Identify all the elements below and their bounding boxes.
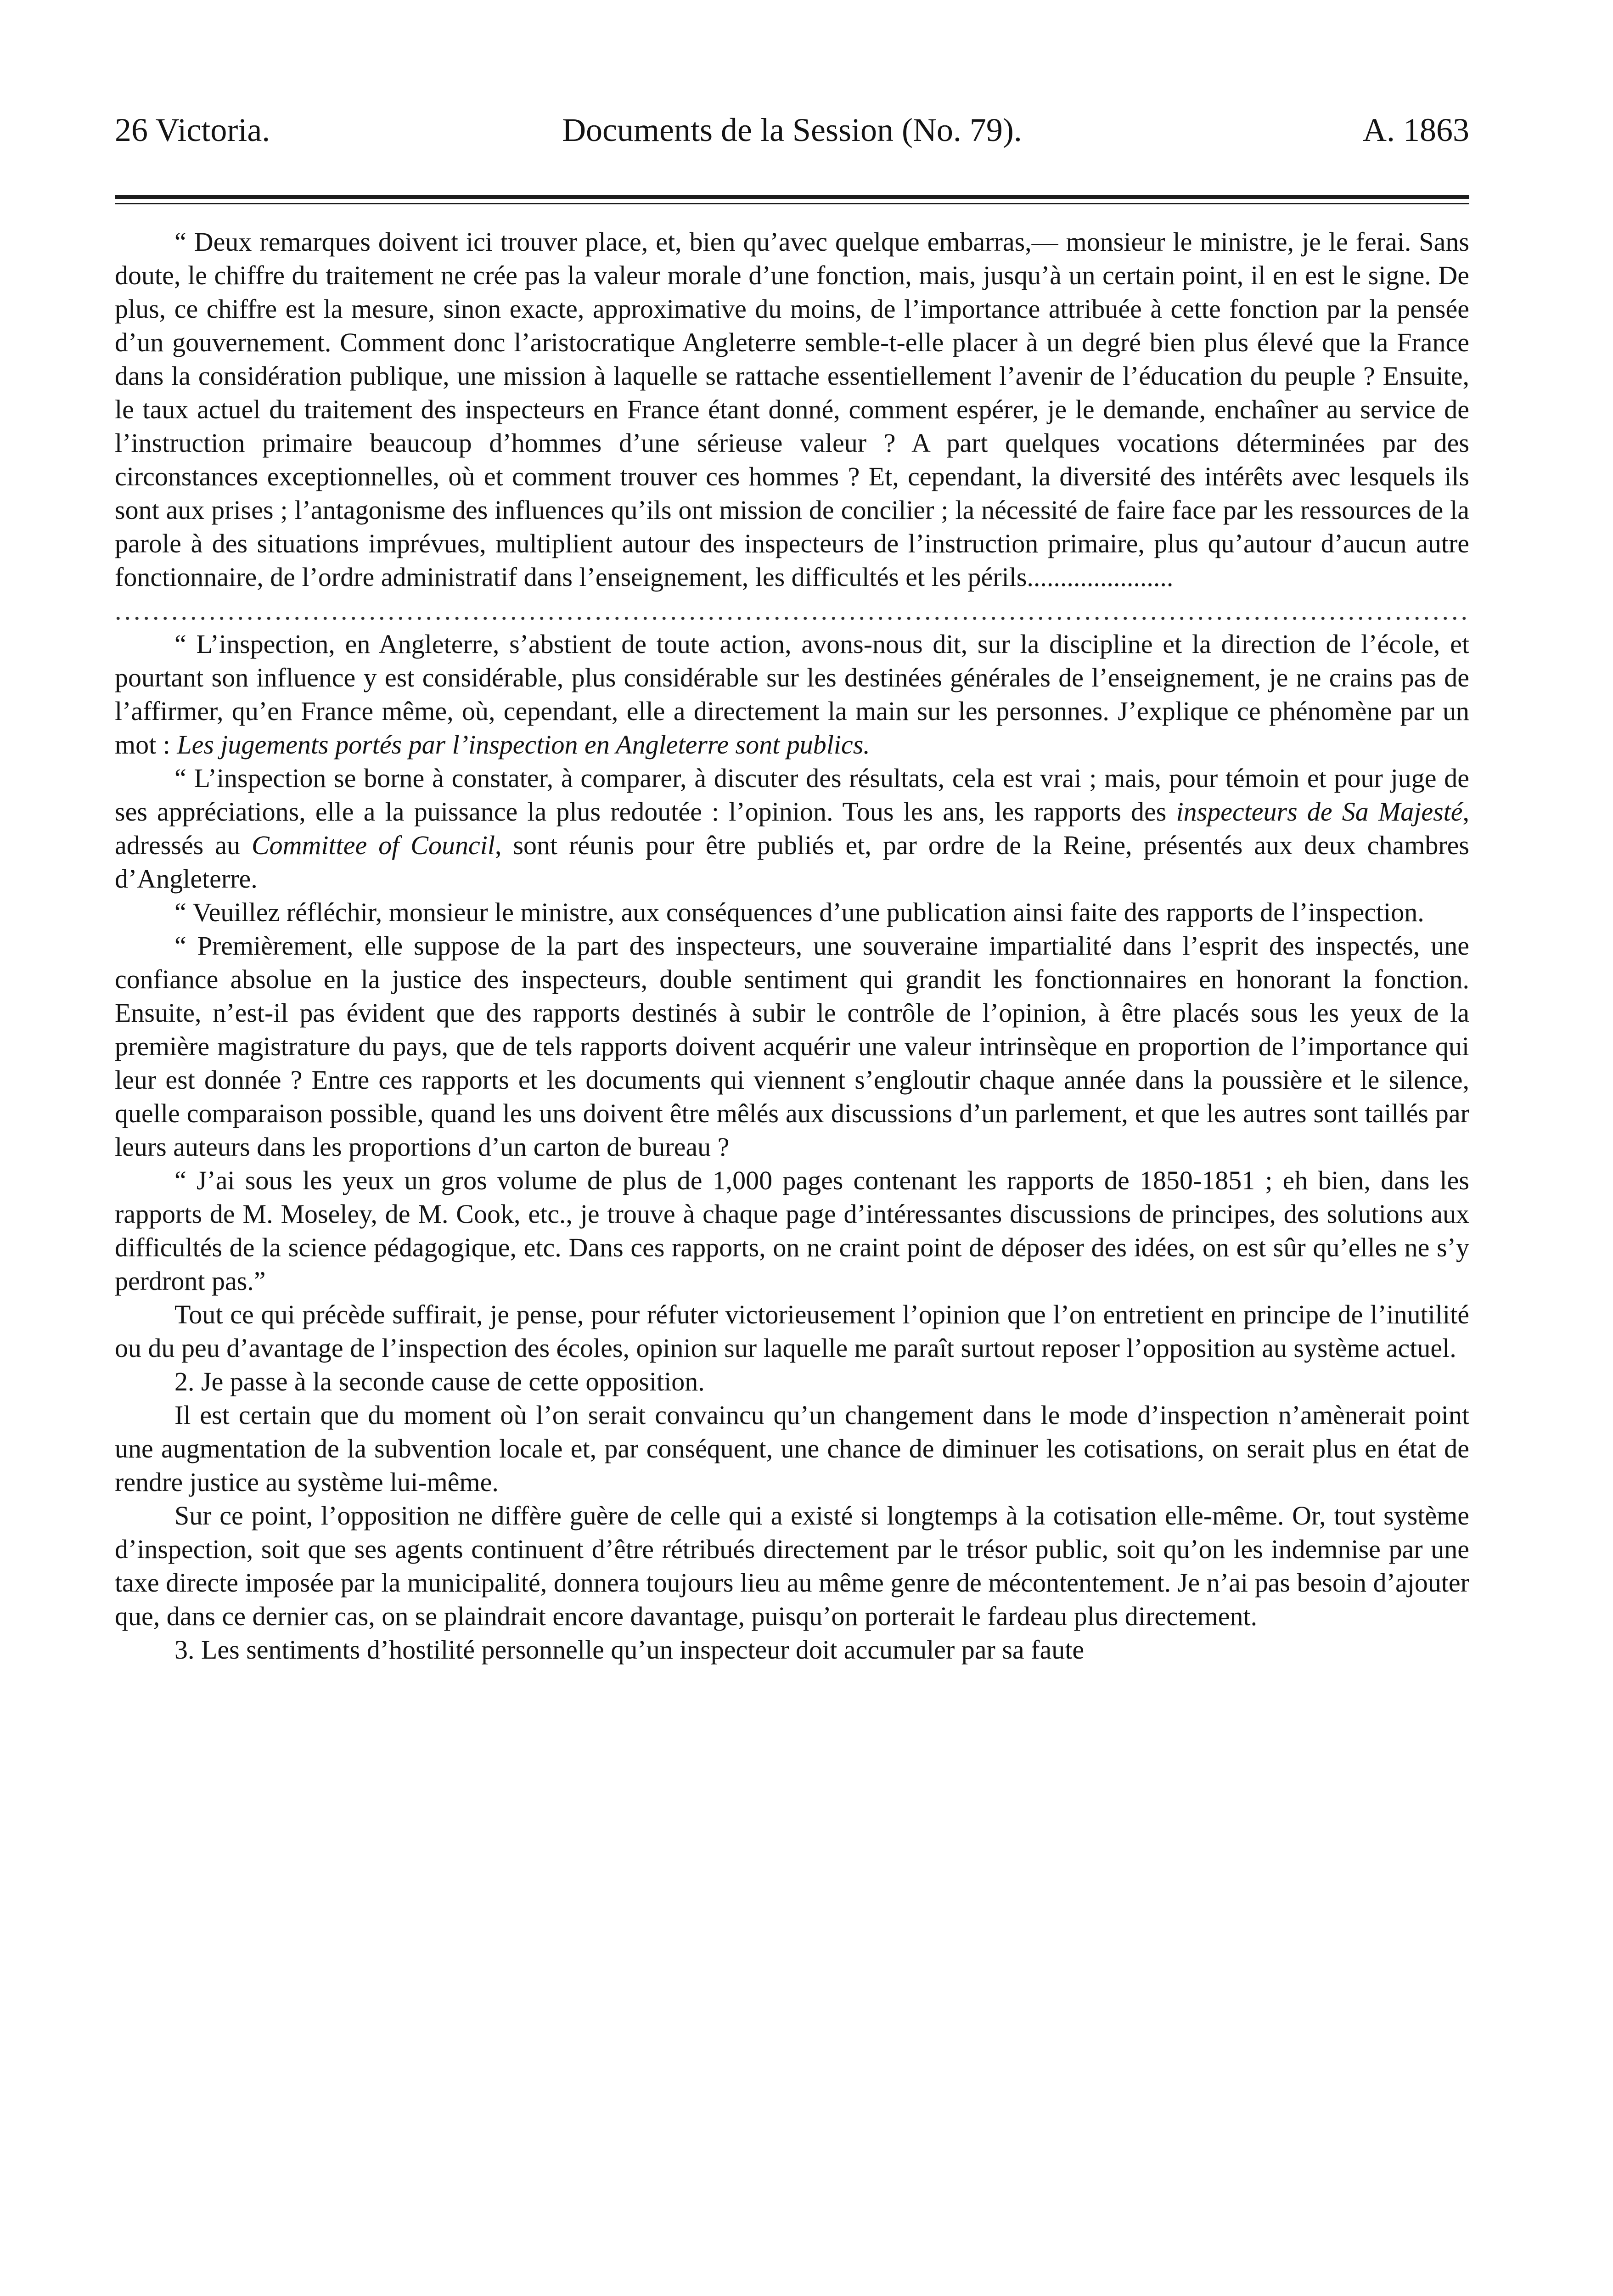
- paragraph-8: 2. Je passe à la seconde cause de cette opposition.: [174, 1367, 705, 1396]
- paragraph-3-text-before: “ L’inspection se borne à constater, à comparer, à discuter des résultats, cela est vrai ; mais, pour témoin et pour juge de ses appréciations, elle a la puissance la plus redoutée : l’opinion. Tous les ans, les rapports des: [115, 763, 1469, 827]
- header-rule-thin: [115, 203, 1469, 204]
- paragraph-10: Sur ce point, l’opposition ne diffère guère de celle qui a existé si longtemps à la cotisation elle-même. Or, tout système d’inspection, soit que ses agents continuent d’être rétribués directement par le trésor public, soit qu’on les indemnise par une taxe directe imposée par la municipalité, donnera toujours lieu au même genre de mécontentement. Je n’ai pas besoin d’ajouter que, dans ce dernier cas, on se plaindrait encore davantage, puisqu’on porterait le fardeau plus directement.: [115, 1501, 1469, 1631]
- paragraph-3-text-after: , sont réunis pour être publiés et, par ordre de la Reine, présentés aux deux chambres d’Angleterre.: [115, 830, 1469, 894]
- paragraph-2-italic: Les jugements portés par l’inspection en Angleterre sont publics.: [177, 730, 870, 760]
- paragraph-11: 3. Les sentiments d’hostilité personnelle qu’un inspecteur doit accumuler par sa faute: [174, 1635, 1085, 1665]
- running-header: [115, 105, 1469, 155]
- paragraph-2-text: “ L’inspection, en Angleterre, s’abstient de toute action, avons-nous dit, sur la discipline et la direction de l’école, et pourtant son influence y est considérable, plus considérable sur les destinées générales de l’enseignement, je ne crains pas de l’affirmer, qu’en France même, où, cependant, elle a directement la main sur les personnes. J’explique ce phénomène par un mot :: [115, 629, 1469, 760]
- paragraph-2: [115, 627, 1469, 761]
- header-title: Documents de la Session (No. 79).: [562, 112, 1022, 148]
- paragraph-9: Il est certain que du moment où l’on serait convaincu qu’un changement dans le mode d’inspection n’amènerait point une augmentation de la subvention locale et, par conséquent, une chance de diminuer les cotisations, on serait plus en état de rendre justice au système lui-même.: [115, 1400, 1469, 1497]
- body-text: [115, 225, 1469, 1666]
- ellipsis-separator: [115, 594, 1469, 627]
- paragraph-3-text-middle: , adressés au: [115, 797, 1470, 860]
- paragraph-3-italic-2: Committee of Council: [251, 830, 495, 860]
- header-rule-thick: [115, 195, 1469, 199]
- header-year: A. 1863: [1363, 112, 1469, 148]
- paragraph-3-italic-1: inspecteurs de Sa Majesté: [1176, 797, 1463, 827]
- paragraph-7: Tout ce qui précède suffirait, je pense, pour réfuter victorieusement l’opinion que l’on entretient en principe de l’inutilité ou du peu d’avantage de l’inspection des écoles, opinion sur laquelle me paraît surtout reposer l’opposition au système actuel.: [115, 1300, 1469, 1363]
- paragraph-5: “ Premièrement, elle suppose de la part des inspecteurs, une souveraine impartialité dans l’esprit des inspectés, une confiance absolue en la justice des inspecteurs, double sentiment qui grandit les fonctionnaires en honorant la fonction. Ensuite, n’est-il pas évident que des rapports destinés à subir le contrôle de l’opinion, à être placés sous les yeux de la première magistrature du pays, que de tels rapports doivent acquérir une valeur intrinsèque en proportion de l’importance qui leur est donnée ? Entre ces rapports et les documents qui viennent s’engloutir chaque année dans la poussière et le silence, quelle comparaison possible, quand les uns doivent être mêlés aux discussions d’un parlement, et que les autres sont taillés par leurs auteurs dans les proportions d’un carton de bureau ?: [115, 931, 1469, 1162]
- paragraph-1: “ Deux remarques doivent ici trouver place, et, bien qu’avec quelque embarras,— monsieur le ministre, je le ferai. Sans doute, le chiffre du traitement ne crée pas la valeur morale d’une fonction, mais, jusqu’à un certain point, il en est le signe. De plus, ce chiffre est la mesure, sinon exacte, approximative du moins, de l’importance attribuée à cette fonction par la pensée d’un gouvernement. Comment donc l’aristocratique Angleterre semble-t-elle placer à un degré bien plus élevé que la France dans la considération publique, une mission à laquelle se rattache essentiellement l’avenir de l’éducation du peuple ? Ensuite, le taux actuel du traitement des inspecteurs en France étant donné, comment espérer, je le demande, enchaîner au service de l’instruction primaire beaucoup d’hommes d’une sérieuse valeur ? A part quelques vocations déterminées par des circonstances exceptionnelles, où et comment trouver ces hommes ? Et, cependant, la diversité des intérêts avec lesquels ils sont aux prises ; l’antagonisme des influences qu’ils ont mission de concilier ; la nécessité de faire face par les ressources de la parole à des situations imprévues, multiplient autour des inspecteurs de l’instruction primaire, plus qu’autour d’aucun autre fonctionnaire, de l’ordre administratif dans l’enseignement, les difficultés et les périls......................: [115, 227, 1469, 592]
- paragraph-3: [115, 761, 1469, 895]
- paragraph-6: “ J’ai sous les yeux un gros volume de plus de 1,000 pages contenant les rapports de 1850-1851 ; eh bien, dans les rapports de M. Moseley, de M. Cook, etc., je trouve à chaque page d’intéressantes discussions de principes, des solutions aux difficultés de la science pédagogique, etc. Dans ces rapports, on ne craint point de déposer des idées, on est sûr qu’elles ne s’y perdront pas.”: [115, 1165, 1469, 1296]
- paragraph-4: “ Veuillez réfléchir, monsieur le ministre, aux conséquences d’une publication ainsi faite des rapports de l’inspection.: [174, 897, 1424, 927]
- header-volume: 26 Victoria.: [115, 112, 270, 148]
